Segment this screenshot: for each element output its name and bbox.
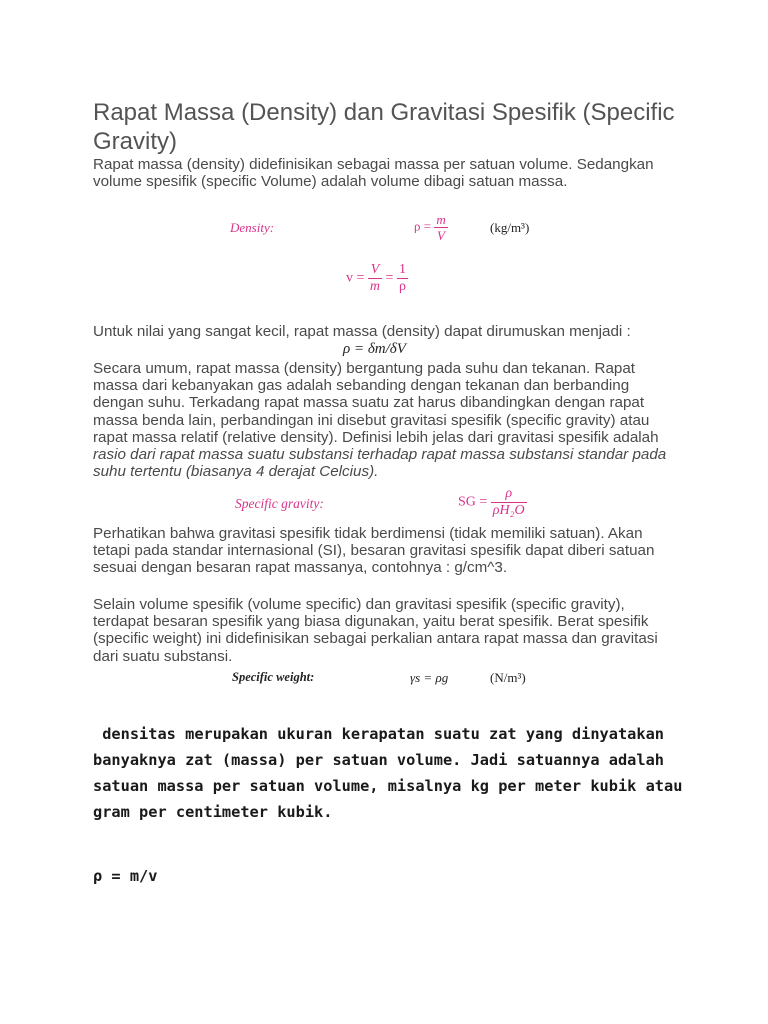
density-formula-label: [230, 220, 274, 236]
sg-fraction: [491, 487, 527, 518]
general-paragraph-italic: rasio dari rapat massa suatu substansi terhadap rapat massa substansi standar pada suhu tertentu (biasanya 4 derajat Celcius).: [93, 446, 667, 481]
density-unit-text: (kg/m³): [490, 220, 530, 235]
specific-weight-paragraph: Selain volume spesifik (volume specific) dan gravitasi spesifik (specific gravity), terdapat besaran spesifik yang biasa digunakan, yaitu berat spesifik. Berat spesifik (specific weight) ini didefinisikan sebagai perkalian antara rapat massa dan gravitasi dari suatu substansi.: [93, 596, 658, 665]
intro-paragraph: Rapat massa (density) didefinisikan sebagai massa per satuan volume. Sedangkan volume spesifik (specific Volume) adalah volume dibagi satuan massa.: [93, 156, 654, 191]
general-paragraph: [93, 360, 683, 480]
specvol-denominator-2: ρ: [398, 279, 406, 294]
specvol-denominator-1: m: [369, 279, 381, 294]
small-density-expr: ρ = δm/δV: [343, 341, 406, 357]
sw-expr: γs = ρg: [410, 670, 449, 685]
density-numerator: m: [436, 212, 446, 227]
density-fraction: [434, 213, 447, 242]
specific-weight-label: [232, 670, 314, 685]
small-value-paragraph: Untuk nilai yang sangat kecil, rapat massa (density) dapat dirumuskan menjadi :: [93, 323, 631, 340]
specific-gravity-label: [235, 496, 324, 512]
density-unit: [490, 220, 529, 236]
sw-unit: (N/m³): [490, 670, 526, 685]
bold-density-formula: ρ = m/v: [93, 867, 158, 885]
sg-numerator: ρ: [505, 486, 513, 501]
specific-volume-formula: [346, 263, 408, 294]
density-formula: [414, 213, 448, 242]
specific-weight-unit: [490, 670, 526, 686]
bold-density-paragraph: densitas merupakan ukuran kerapatan suatu zat yang dinyatakan banyaknya zat (massa) per satuan volume. Jadi satuannya adalah satuan massa per satuan volume, misalnya kg per meter kubik atau gram per centimeter kubik.: [93, 725, 692, 821]
sg-lhs: SG =: [458, 494, 488, 510]
page-title: Rapat Massa (Density) dan Gravitasi Spesifik (Specific Gravity): [93, 99, 675, 155]
specific-gravity-formula: [458, 487, 527, 518]
density-label: Density:: [230, 220, 275, 235]
general-paragraph-text: Secara umum, rapat massa (density) bergantung pada suhu dan tekanan. Rapat massa dari kebanyakan gas adalah sebanding dengan tekanan dan berbanding dengan suhu. Terkadang rapat massa suatu zat harus dibandingkan dengan rapat massa benda lain, perbandingan ini disebut gravitasi spesifik (specific gravity) atau rapat massa relatif (relative density). Definisi lebih jelas dari gravitasi spesifik adalah: [93, 360, 659, 446]
sw-label: Specific weight:: [232, 670, 315, 684]
specvol-v: v =: [346, 270, 365, 286]
specvol-fraction-1: [368, 263, 382, 294]
specvol-numerator-1: V: [370, 262, 380, 277]
density-rho: ρ =: [414, 218, 432, 234]
specific-gravity-paragraph: Perhatikan bahwa gravitasi spesifik tidak berdimensi (tidak memiliki satuan). Akan tetapi pada standar internasional (SI), besaran gravitasi spesifik dapat diberi satuan sesuai dengan besaran rapat massanya, contohnya : g/cm^3.: [93, 525, 655, 577]
specvol-fraction-2: [397, 263, 408, 294]
specific-weight-formula: [410, 670, 448, 686]
specvol-equals: =: [385, 270, 394, 286]
density-denominator: V: [434, 227, 447, 242]
sg-denominator: ρH₂O: [492, 503, 525, 518]
sg-label: Specific gravity:: [235, 496, 324, 511]
small-density-formula: [343, 341, 406, 358]
specvol-numerator-2: 1: [398, 262, 406, 277]
